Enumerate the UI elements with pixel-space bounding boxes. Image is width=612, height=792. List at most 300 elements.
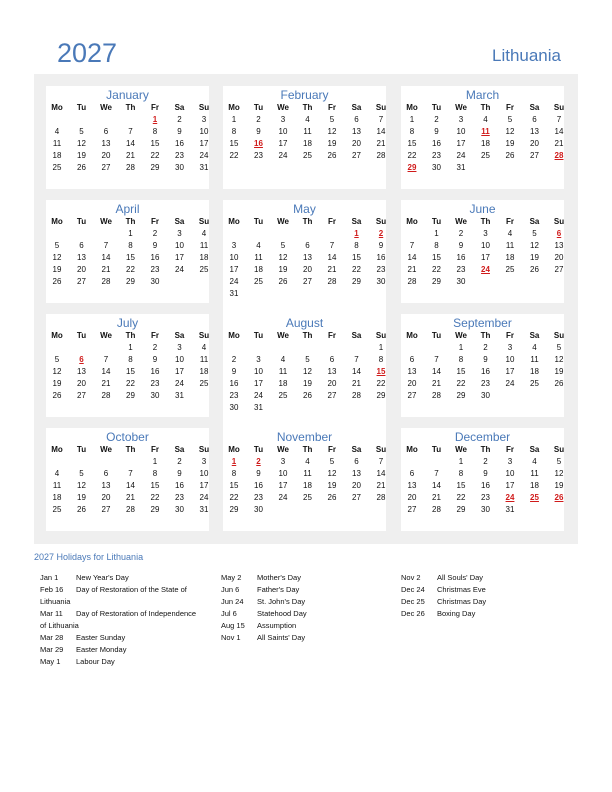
day-cell: 22: [229, 493, 239, 502]
day-cell: 15: [126, 367, 135, 376]
day-cell: 22: [376, 379, 386, 388]
holiday-date: Dec 25: [401, 597, 425, 606]
day-cell: 15: [126, 253, 135, 262]
day-cell: 25: [199, 379, 209, 388]
day-cell: 22: [150, 151, 160, 160]
day-cell: 8: [152, 469, 158, 478]
holiday-name: All Saints' Day: [257, 633, 306, 642]
month-april: [46, 200, 209, 303]
day-cell: 6: [409, 469, 415, 478]
day-cell: 4: [305, 457, 310, 466]
holiday-list-item: [401, 584, 576, 596]
day-cell: 4: [201, 229, 207, 238]
day-cell: 3: [177, 229, 182, 238]
day-cell: 19: [530, 253, 539, 262]
day-cell: 24: [254, 391, 263, 400]
day-cell: 28: [432, 505, 441, 514]
day-cell: 6: [79, 241, 84, 250]
day-cell: 12: [554, 355, 564, 364]
day-cell: 23: [481, 379, 490, 388]
day-cell: 20: [407, 379, 417, 388]
day-cell: 1: [434, 229, 439, 238]
day-cell: 21: [352, 379, 361, 388]
weekday-header: Mo: [51, 217, 63, 226]
day-cell: 12: [77, 481, 86, 490]
month-name: June: [469, 202, 496, 216]
day-cell: 19: [77, 493, 86, 502]
holiday-name: Day of Restoration of the State of: [76, 585, 187, 594]
holiday-day: 1: [354, 229, 359, 238]
day-cell: 15: [229, 139, 239, 148]
holiday-date: Aug 15: [221, 621, 245, 630]
day-cell: 10: [278, 469, 288, 478]
day-cell: 14: [432, 481, 441, 490]
day-cell: 29: [150, 505, 160, 514]
month-july: [46, 314, 209, 417]
day-cell: 17: [229, 265, 239, 274]
day-cell: 4: [54, 127, 60, 136]
weekday-header: Tu: [253, 445, 264, 454]
day-cell: 13: [352, 469, 361, 478]
day-cell: 13: [303, 253, 312, 262]
holiday-list-item: [401, 572, 576, 584]
day-cell: 16: [175, 139, 184, 148]
holiday-date: Mar 28: [40, 633, 64, 642]
day-cell: 9: [152, 241, 158, 250]
day-cell: 27: [407, 505, 417, 514]
day-cell: 1: [378, 343, 384, 352]
month-february: [223, 86, 386, 189]
day-cell: 10: [481, 241, 490, 250]
day-cell: 29: [229, 505, 239, 514]
weekday-header: Mo: [228, 445, 240, 454]
day-cell: 13: [352, 127, 361, 136]
weekday-header: Sa: [174, 217, 185, 226]
day-cell: 22: [456, 493, 466, 502]
day-cell: 5: [79, 127, 84, 136]
day-cell: 4: [532, 343, 537, 352]
day-cell: 8: [409, 127, 415, 136]
day-cell: 23: [376, 265, 386, 274]
weekday-header: Tu: [431, 103, 442, 112]
holiday-day: 16: [254, 139, 263, 148]
day-cell: 7: [128, 127, 133, 136]
day-cell: 16: [175, 481, 184, 490]
weekday-header: We: [100, 217, 112, 226]
day-cell: 1: [231, 115, 237, 124]
day-cell: 26: [77, 163, 86, 172]
holiday-day: 6: [556, 229, 562, 238]
weekday-header: Th: [302, 331, 313, 340]
day-cell: 5: [329, 457, 335, 466]
day-cell: 18: [199, 367, 209, 376]
day-cell: 22: [126, 379, 135, 388]
weekday-header: Mo: [51, 331, 63, 340]
day-cell: 3: [231, 241, 237, 250]
weekday-header: Th: [480, 445, 491, 454]
day-cell: 25: [52, 505, 62, 514]
weekday-header: Fr: [151, 331, 159, 340]
day-cell: 17: [278, 139, 288, 148]
day-cell: 20: [303, 265, 312, 274]
day-cell: 26: [52, 277, 62, 286]
day-cell: 10: [175, 241, 184, 250]
day-cell: 4: [532, 457, 537, 466]
day-cell: 9: [378, 241, 384, 250]
holiday-day: 6: [79, 355, 84, 364]
day-cell: 20: [352, 481, 361, 490]
weekday-header: Su: [375, 103, 387, 112]
weekday-header: Su: [553, 217, 565, 226]
day-cell: 10: [505, 469, 515, 478]
day-cell: 19: [554, 367, 564, 376]
day-cell: 14: [376, 469, 386, 478]
day-cell: 16: [481, 367, 490, 376]
day-cell: 15: [432, 253, 441, 262]
day-cell: 24: [199, 493, 209, 502]
holiday-name: Labour Day: [76, 657, 115, 666]
day-cell: 11: [278, 367, 288, 376]
day-cell: 16: [254, 481, 263, 490]
day-cell: 22: [456, 379, 466, 388]
day-cell: 20: [530, 139, 539, 148]
holiday-date: Dec 26: [401, 609, 425, 618]
day-cell: 21: [432, 493, 441, 502]
holiday-day: 1: [231, 457, 237, 466]
day-cell: 24: [229, 277, 239, 286]
day-cell: 13: [101, 481, 111, 490]
weekday-header: Sa: [529, 217, 540, 226]
holiday-list-item: [221, 620, 396, 632]
holiday-date: Dec 24: [401, 585, 425, 594]
day-cell: 28: [376, 493, 386, 502]
day-cell: 18: [254, 265, 263, 274]
day-cell: 27: [101, 505, 111, 514]
holiday-name: St. John's Day: [257, 597, 306, 606]
day-cell: 18: [52, 493, 62, 502]
weekday-header: Mo: [228, 217, 240, 226]
day-cell: 19: [52, 379, 62, 388]
day-cell: 4: [201, 343, 207, 352]
weekday-header: Fr: [506, 103, 514, 112]
holiday-date: May 1: [40, 657, 61, 666]
weekday-header: We: [455, 331, 467, 340]
day-cell: 8: [231, 469, 237, 478]
weekday-header: Su: [553, 103, 565, 112]
day-cell: 5: [556, 343, 562, 352]
day-cell: 21: [407, 265, 417, 274]
day-cell: 9: [483, 355, 488, 364]
day-cell: 31: [456, 163, 466, 172]
day-cell: 12: [530, 241, 539, 250]
weekday-header: Th: [125, 103, 136, 112]
holiday-list-column: [401, 572, 576, 620]
weekday-header: Mo: [228, 331, 240, 340]
day-cell: 15: [150, 481, 160, 490]
month-name: May: [293, 202, 316, 216]
day-cell: 24: [175, 265, 184, 274]
holiday-name: Easter Sunday: [76, 633, 126, 642]
day-cell: 29: [456, 505, 466, 514]
day-cell: 8: [128, 355, 133, 364]
day-cell: 14: [101, 367, 111, 376]
day-cell: 7: [434, 469, 439, 478]
day-cell: 24: [456, 151, 466, 160]
holiday-date: Jun 6: [221, 585, 240, 594]
day-cell: 30: [150, 277, 160, 286]
month-august: [223, 314, 386, 429]
holiday-name: Easter Monday: [76, 645, 127, 654]
weekday-header: Sa: [529, 103, 540, 112]
day-cell: 16: [432, 139, 441, 148]
day-cell: 30: [175, 163, 184, 172]
holiday-name: Boxing Day: [437, 609, 476, 618]
weekday-header: Tu: [253, 217, 264, 226]
day-cell: 12: [52, 367, 62, 376]
day-cell: 21: [554, 139, 564, 148]
holiday-day: 2: [256, 457, 261, 466]
weekday-header: We: [455, 445, 467, 454]
day-cell: 6: [532, 115, 537, 124]
day-cell: 3: [280, 457, 286, 466]
day-cell: 3: [177, 343, 182, 352]
weekday-header: Su: [198, 103, 210, 112]
weekday-header: Sa: [174, 331, 185, 340]
weekday-header: Mo: [406, 103, 418, 112]
day-cell: 14: [101, 253, 111, 262]
day-cell: 2: [483, 343, 488, 352]
day-cell: 16: [481, 481, 490, 490]
day-cell: 9: [483, 469, 488, 478]
weekday-header: Tu: [431, 445, 442, 454]
weekday-header: We: [455, 217, 467, 226]
day-cell: 2: [177, 457, 182, 466]
day-cell: 15: [229, 481, 239, 490]
year-title: 2027: [57, 38, 118, 68]
weekday-header: We: [277, 217, 289, 226]
day-cell: 10: [278, 127, 288, 136]
weekday-header: Sa: [174, 445, 185, 454]
day-cell: 15: [456, 481, 466, 490]
day-cell: 10: [199, 469, 209, 478]
weekday-header: We: [100, 331, 112, 340]
weekday-header: Fr: [328, 103, 336, 112]
day-cell: 11: [303, 127, 312, 136]
day-cell: 29: [456, 391, 466, 400]
day-cell: 20: [327, 379, 337, 388]
holiday-list-item: [221, 572, 396, 584]
day-cell: 17: [175, 367, 184, 376]
day-cell: 17: [199, 139, 209, 148]
day-cell: 18: [505, 253, 515, 262]
day-cell: 2: [152, 229, 158, 238]
holiday-date: Mar 29: [40, 645, 64, 654]
day-cell: 13: [327, 367, 337, 376]
holiday-list-item: [40, 644, 215, 656]
day-cell: 8: [378, 355, 384, 364]
day-cell: 19: [278, 265, 288, 274]
day-cell: 21: [376, 481, 386, 490]
weekday-header: Fr: [328, 331, 336, 340]
holiday-name: Father's Day: [257, 585, 300, 594]
day-cell: 3: [483, 229, 488, 238]
day-cell: 11: [199, 355, 209, 364]
holiday-list-item: [401, 608, 576, 620]
day-cell: 13: [101, 139, 111, 148]
weekday-header: Th: [302, 217, 313, 226]
day-cell: 31: [254, 403, 263, 412]
day-cell: 29: [376, 391, 386, 400]
day-cell: 2: [483, 457, 488, 466]
day-cell: 16: [150, 367, 160, 376]
day-cell: 1: [128, 343, 133, 352]
day-cell: 26: [505, 151, 515, 160]
holiday-list-item: [40, 596, 215, 608]
day-cell: 30: [432, 163, 441, 172]
day-cell: 27: [352, 493, 361, 502]
day-cell: 18: [303, 139, 312, 148]
day-cell: 18: [199, 253, 209, 262]
day-cell: 12: [278, 253, 288, 262]
day-cell: 8: [354, 241, 359, 250]
weekday-header: Sa: [351, 445, 362, 454]
day-cell: 18: [530, 367, 539, 376]
day-cell: 4: [507, 229, 513, 238]
day-cell: 2: [152, 343, 158, 352]
day-cell: 12: [303, 367, 312, 376]
holiday-name: Assumption: [257, 621, 297, 630]
day-cell: 2: [231, 355, 237, 364]
day-cell: 30: [150, 391, 160, 400]
day-cell: 5: [79, 469, 84, 478]
day-cell: 27: [77, 277, 86, 286]
holiday-day: 26: [554, 493, 564, 502]
day-cell: 27: [530, 151, 539, 160]
weekday-header: Mo: [228, 103, 240, 112]
day-cell: 11: [505, 241, 515, 250]
day-cell: 25: [303, 493, 312, 502]
day-cell: 27: [554, 265, 564, 274]
day-cell: 19: [303, 379, 312, 388]
weekday-header: Th: [302, 103, 313, 112]
day-cell: 9: [177, 469, 182, 478]
weekday-header: Mo: [406, 217, 418, 226]
day-cell: 21: [126, 493, 135, 502]
day-cell: 4: [54, 469, 60, 478]
day-cell: 23: [481, 493, 490, 502]
day-cell: 7: [329, 241, 335, 250]
day-cell: 7: [378, 115, 384, 124]
day-cell: 13: [530, 127, 539, 136]
day-cell: 9: [458, 241, 464, 250]
day-cell: 23: [229, 391, 239, 400]
day-cell: 1: [458, 343, 464, 352]
day-cell: 11: [52, 139, 62, 148]
day-cell: 26: [530, 265, 539, 274]
weekday-header: Sa: [529, 331, 540, 340]
weekday-header: Fr: [328, 217, 336, 226]
day-cell: 2: [256, 115, 261, 124]
weekday-header: Su: [553, 331, 565, 340]
weekday-header: Th: [125, 331, 136, 340]
holiday-list-item: [40, 608, 215, 620]
day-cell: 23: [432, 151, 441, 160]
day-cell: 3: [458, 115, 464, 124]
day-cell: 5: [329, 115, 335, 124]
day-cell: 11: [530, 469, 539, 478]
weekday-header: Sa: [529, 445, 540, 454]
day-cell: 23: [254, 493, 263, 502]
day-cell: 3: [507, 457, 513, 466]
holiday-list-item: [221, 596, 396, 608]
day-cell: 27: [101, 163, 111, 172]
holiday-name: Mother's Day: [257, 573, 301, 582]
day-cell: 8: [458, 469, 464, 478]
day-cell: 21: [432, 379, 441, 388]
day-cell: 19: [554, 481, 564, 490]
day-cell: 12: [52, 253, 62, 262]
day-cell: 9: [434, 127, 439, 136]
holiday-list-item: [221, 584, 396, 596]
day-cell: 14: [352, 367, 361, 376]
day-cell: 5: [507, 115, 513, 124]
day-cell: 20: [101, 151, 111, 160]
holiday-day: 24: [505, 493, 515, 502]
day-cell: 9: [256, 127, 261, 136]
day-cell: 5: [556, 457, 562, 466]
day-cell: 30: [175, 505, 184, 514]
day-cell: 23: [175, 493, 184, 502]
day-cell: 13: [407, 481, 417, 490]
weekday-header: Su: [553, 445, 565, 454]
weekday-header: Tu: [253, 103, 264, 112]
holiday-date: Nov 1: [221, 633, 241, 642]
day-cell: 19: [327, 481, 337, 490]
day-cell: 6: [354, 115, 359, 124]
day-cell: 10: [505, 355, 515, 364]
day-cell: 17: [456, 139, 466, 148]
day-cell: 10: [229, 253, 239, 262]
day-cell: 14: [126, 481, 135, 490]
day-cell: 31: [199, 163, 209, 172]
day-cell: 24: [278, 493, 288, 502]
month-may: [223, 200, 386, 315]
day-cell: 1: [458, 457, 464, 466]
day-cell: 24: [278, 151, 288, 160]
holiday-day: 29: [407, 163, 417, 172]
day-cell: 8: [152, 127, 158, 136]
holiday-list-item: [40, 620, 215, 632]
day-cell: 29: [126, 277, 135, 286]
day-cell: 12: [77, 139, 86, 148]
weekday-header: Th: [480, 217, 491, 226]
day-cell: 17: [278, 481, 288, 490]
month-october: [46, 428, 209, 531]
day-cell: 13: [554, 241, 564, 250]
day-cell: 5: [54, 241, 60, 250]
day-cell: 11: [254, 253, 263, 262]
day-cell: 13: [407, 367, 417, 376]
day-cell: 29: [432, 277, 441, 286]
weekday-header: Th: [480, 103, 491, 112]
day-cell: 29: [150, 163, 160, 172]
day-cell: 19: [52, 265, 62, 274]
day-cell: 1: [128, 229, 133, 238]
weekday-header: Mo: [406, 331, 418, 340]
day-cell: 14: [376, 127, 386, 136]
holiday-day: 11: [481, 127, 490, 136]
holiday-name: of Lithuania: [40, 621, 79, 630]
